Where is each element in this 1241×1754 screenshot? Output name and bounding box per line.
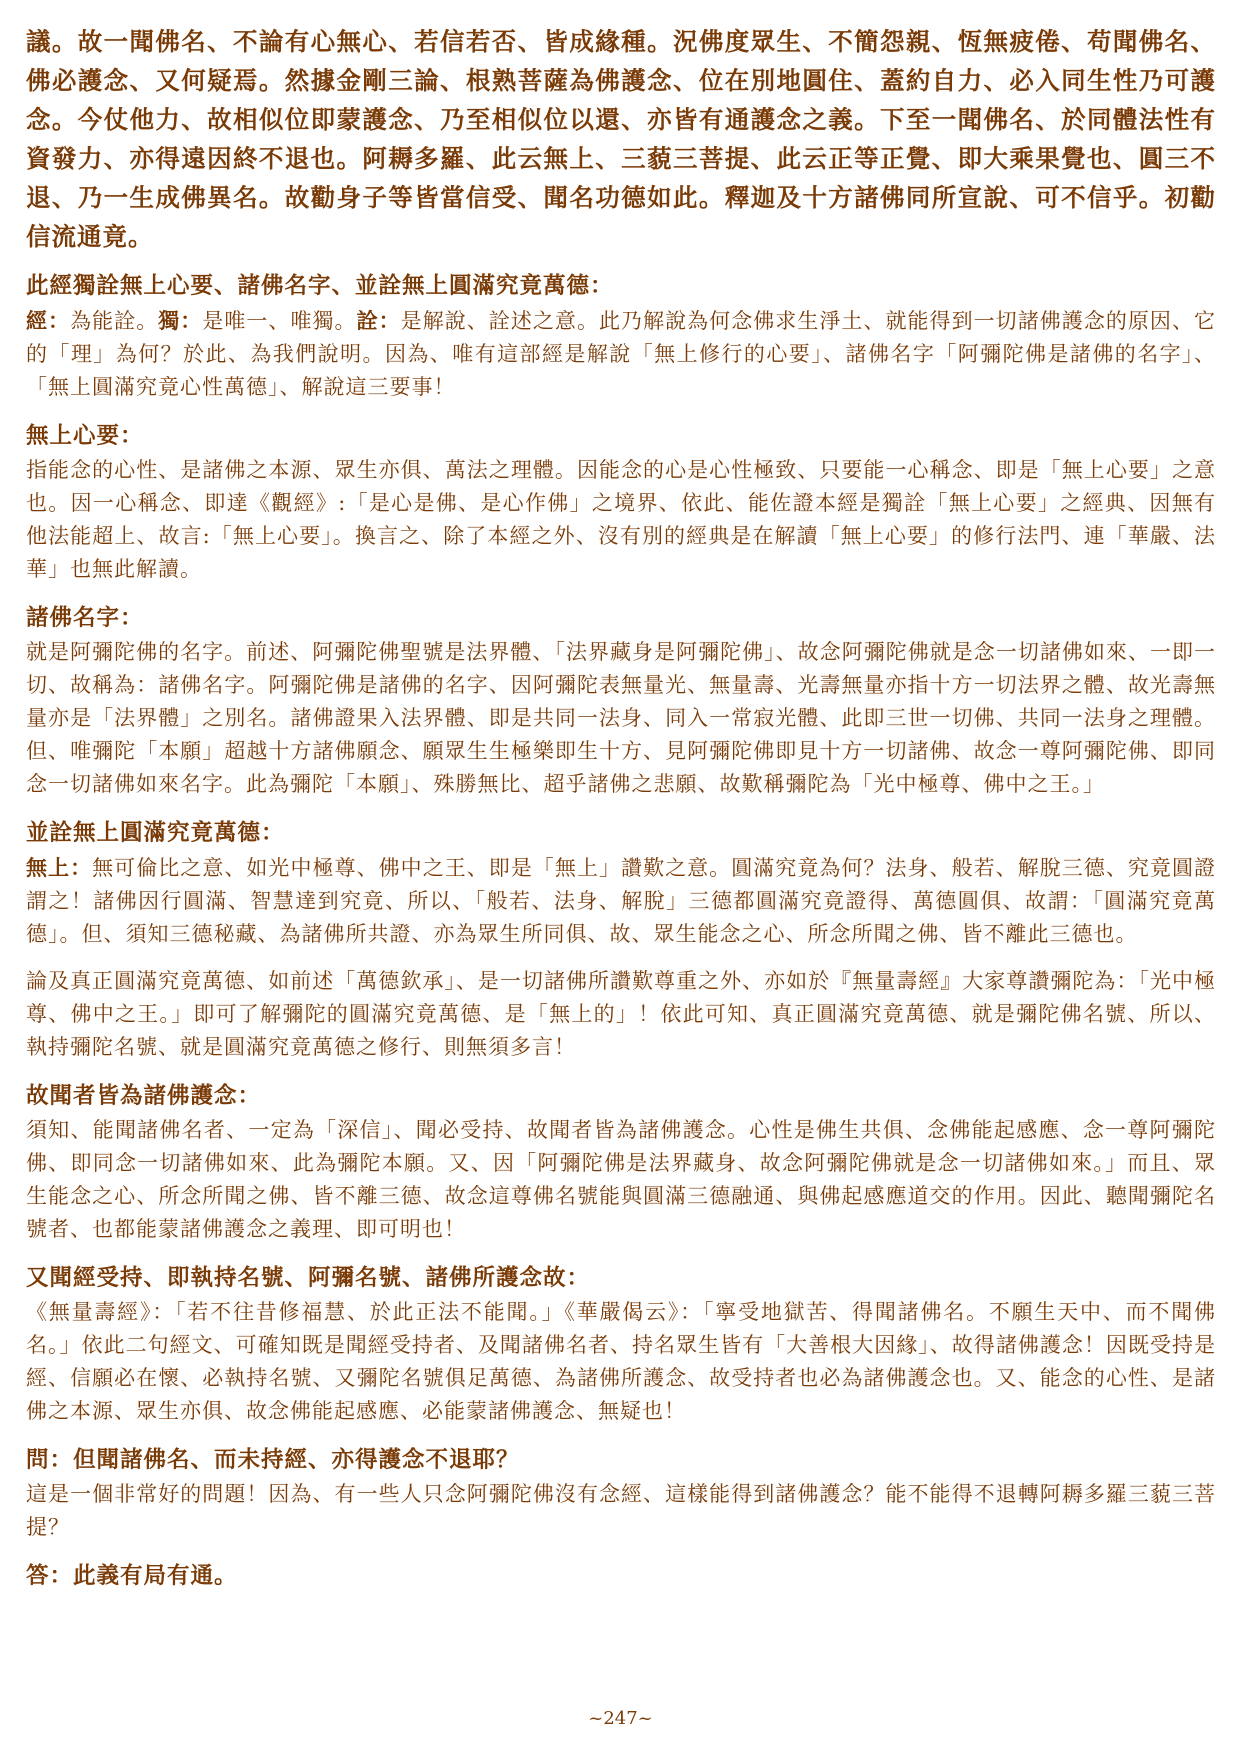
term-sutra-definition: 為能詮。 [70, 309, 159, 333]
section-body-sole-exposition [26, 304, 1216, 404]
section-body-upholding-sutra: 《無量壽經》：「若不往昔修福慧、於此正法不能聞。」《華嚴偈云》：「寧受地獄苦、得聞諸佛名。不願生天中、而不聞佛名。」依此二句經文、可確知既是聞經受持者、及聞諸佛名者、持名眾生皆有「大善根大因緣」、故得諸佛護念！因既受持是經、信願必在懷、必執持名號、又彌陀名號俱足萬德、為諸佛所護念、故受持者也必為諸佛護念也。又、能念的心性、是諸佛之本源、眾生亦俱、故念佛能起感應、必能蒙諸佛護念、無疑也！ [26, 1300, 1216, 1423]
term-sutra: 經： [26, 308, 71, 333]
term-supreme: 無上： [26, 855, 93, 880]
term-expound-definition: 是解說、詮述之意。此乃解說為何念佛求生淨土、就能得到一切諸佛護念的原因、它的「理」為何？於此、為我們說明。因為、唯有這部經是解說「無上修行的心要」、諸佛名字「阿彌陀佛是諸佛的名字」、「無上圓滿究竟心性萬德」、解說這三要事！ [26, 309, 1217, 399]
section-heading-supreme-essence: 無上心要： [26, 423, 144, 449]
section-body-protected-by-buddhas: 須知、能聞諸佛名者、一定為「深信」、聞必受持、故聞者皆為諸佛護念。心性是佛生共俱、念佛能起感應、念一尊阿彌陀佛、即同念一切諸佛如來、此為彌陀本願。又、因「阿彌陀佛是法界藏身、故念阿彌陀佛就是念一切諸佛如來。」而且、眾生能念之心、所念所聞之佛、皆不離三德、故念這尊佛名號能與圓滿三德融通、與佛起感應道交的作用。因此、聽聞彌陀名號者、也都能蒙諸佛護念之義理、即可明也！ [26, 1118, 1216, 1241]
section-body-supreme-virtues [26, 851, 1216, 951]
intro-paragraph: 議。故一聞佛名、不論有心無心、若信若否、皆成緣種。況佛度眾生、不簡怨親、恆無疲倦、苟聞佛名、佛必護念、又何疑焉。然據金剛三論、根熟菩薩為佛護念、位在別地圓住、蓋約自力、必入同生性乃可護念。今仗他力、故相似位即蒙護念、乃至相似位以還、亦皆有通護念之義。下至一聞佛名、於同體法性有資發力、亦得遠因終不退也。阿耨多羅、此云無上、三藐三菩提、此云正等正覺、即大乘果覺也、圓三不退、乃一生成佛異名。故勸身子等皆當信受、聞名功德如此。釋迦及十方諸佛同所宣說、可不信乎。初勸信流通竟。 [26, 27, 1216, 251]
section-body-supreme-essence: 指能念的心性、是諸佛之本源、眾生亦俱、萬法之理體。因能念的心是心性極致、只要能一心稱念、即是「無上心要」之意也。因一心稱念、即達《觀經》:「是心是佛、是心作佛」之境界、依此、能佐證本經是獨詮「無上心要」之經典、因無有他法能超上、故言:「無上心要」。換言之、除了本經之外、沒有別的經典是在解讀「無上心要」的修行法門、連「華嚴、法華」也無此解讀。 [26, 458, 1216, 581]
question-body: 這是一個非常好的問題！因為、有一些人只念阿彌陀佛沒有念經、這樣能得到諸佛護念？能不能得不退轉阿耨多羅三藐三菩提？ [26, 1482, 1216, 1539]
term-sole: 獨： [158, 308, 203, 333]
question-heading: 問：但聞諸佛名、而未持經、亦得護念不退耶？ [26, 1447, 520, 1473]
section-heading-supreme-virtues: 並詮無上圓滿究竟萬德： [26, 820, 285, 846]
section-heading-protected-by-buddhas: 故聞者皆為諸佛護念： [26, 1083, 262, 1109]
document-page [26, 22, 1216, 1594]
page-number: ~247~ [588, 1708, 653, 1729]
section-heading-buddha-names: 諸佛名字： [26, 605, 144, 631]
section-body-buddha-names: 就是阿彌陀佛的名字。前述、阿彌陀佛聖號是法界體、「法界藏身是阿彌陀佛」、故念阿彌陀佛就是念一切諸佛如來、一即一切、故稱為：諸佛名字。阿彌陀佛是諸佛的名字、因阿彌陀表無量光、無量壽、光壽無量亦指十方一切法界之體、故光壽無量亦是「法界體」之別名。諸佛證果入法界體、即是共同一法身、同入一常寂光體、此即三世一切佛、共同一法身之理體。但、唯彌陀「本願」超越十方諸佛願念、願眾生生極樂即生十方、見阿彌陀佛即見十方一切諸佛、故念一尊阿彌陀佛、即同念一切諸佛如來名字。此為彌陀「本願」、殊勝無比、超乎諸佛之悲願、故歎稱彌陀為「光中極尊、佛中之王。」 [26, 640, 1216, 796]
term-sole-definition: 是唯一、唯獨。 [202, 309, 357, 333]
section-heading-upholding-sutra: 又聞經受持、即執持名號、阿彌名號、諸佛所護念故： [26, 1265, 591, 1291]
answer-heading: 答：此義有局有通。 [26, 1563, 238, 1589]
term-supreme-definition: 無可倫比之意、如光中極尊、佛中之王、即是「無上」讚歎之意。圓滿究竟為何？法身、般若、解脫三德、究竟圓證謂之！諸佛因行圓滿、智慧達到究竟、所以、「般若、法身、解脫」三德都圓滿究竟證得、萬德圓俱、故謂：「圓滿究竟萬德」。但、須知三德秘藏、為諸佛所共證、亦為眾生所同俱、故、眾生能念之心、所念所聞之佛、皆不離此三德也。 [26, 856, 1217, 946]
section-heading-sole-exposition: 此經獨詮無上心要、諸佛名字、並詮無上圓滿究竟萬德： [26, 273, 614, 299]
section-body-supreme-virtues-continued: 論及真正圓滿究竟萬德、如前述「萬德欽承」、是一切諸佛所讚歎尊重之外、亦如於『無量壽經』大家尊讚彌陀為：「光中極尊、佛中之王。」即可了解彌陀的圓滿究竟萬德、是「無上的」！依此可知、真正圓滿究竟萬德、就是彌陀佛名號、所以、執持彌陀名號、就是圓滿究竟萬德之修行、則無須多言！ [26, 969, 1216, 1059]
term-expound: 詮： [356, 308, 401, 333]
